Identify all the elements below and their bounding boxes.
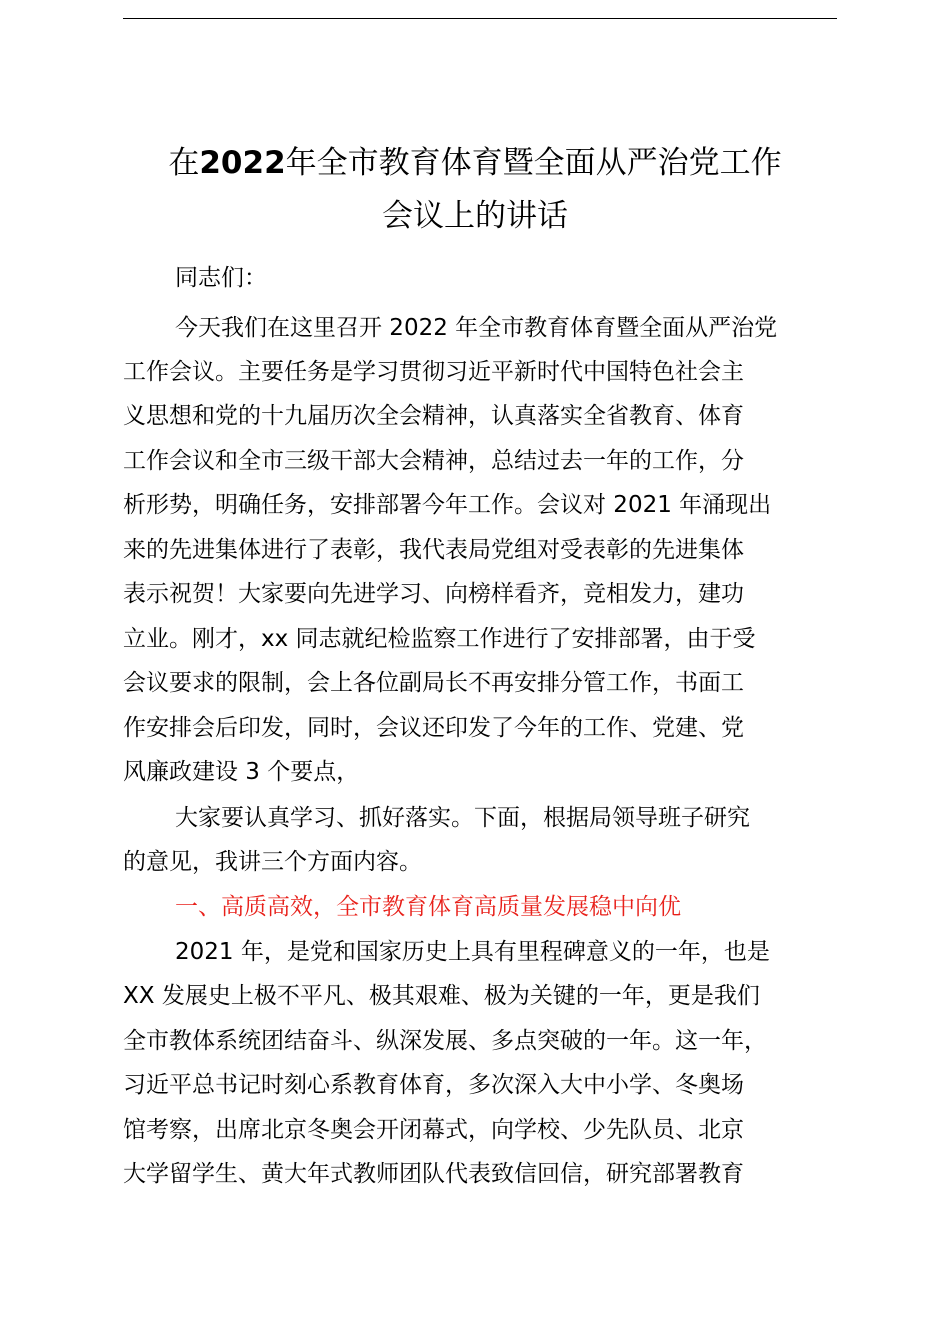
body-line: XX 发展史上极不平凡、极其艰难、极为关键的一年，更是我们 bbox=[123, 983, 760, 1009]
document-title-line-1 bbox=[100, 143, 850, 183]
body-line: 会议要求的限制，会上各位副局长不再安排分管工作，书面工 bbox=[123, 670, 744, 696]
body-line: 工作会议。主要任务是学习贯彻习近平新时代中国特色社会主 bbox=[123, 359, 744, 385]
salutation: 同志们： bbox=[175, 265, 267, 291]
body-line: 全市教体系统团结奋斗、纵深发展、多点突破的一年。这一年， bbox=[123, 1028, 767, 1054]
title-year: 2022 bbox=[199, 145, 286, 181]
body-line: 来的先进集体进行了表彰，我代表局党组对受表彰的先进集体 bbox=[123, 537, 744, 563]
title-prefix: 在 bbox=[168, 145, 200, 181]
body-line: 大家要认真学习、抓好落实。下面，根据局领导班子研究 bbox=[175, 805, 750, 831]
body-line: 作安排会后印发，同时，会议还印发了今年的工作、党建、党 bbox=[123, 715, 744, 741]
body-line: 今天我们在这里召开 2022 年全市教育体育暨全面从严治党 bbox=[175, 315, 778, 341]
body-line: 表示祝贺！大家要向先进学习、向榜样看齐，竞相发力，建功 bbox=[123, 581, 744, 607]
body-line: 馆考察，出席北京冬奥会开闭幕式，向学校、少先队员、北京 bbox=[123, 1117, 744, 1143]
body-line: 义思想和党的十九届历次全会精神，认真落实全省教育、体育 bbox=[123, 403, 744, 429]
body-line: 风廉政建设 3 个要点， bbox=[123, 759, 360, 785]
body-line: 立业。刚才，xx 同志就纪检监察工作进行了安排部署，由于受 bbox=[123, 626, 756, 652]
body-line: 析形势，明确任务，安排部署今年工作。会议对 2021 年涌现出 bbox=[123, 492, 772, 518]
body-line: 习近平总书记时刻心系教育体育，多次深入大中小学、冬奥场 bbox=[123, 1072, 744, 1098]
header-rule bbox=[123, 18, 837, 19]
body-line: 工作会议和全市三级干部大会精神，总结过去一年的工作，分 bbox=[123, 448, 744, 474]
section-heading: 一、高质高效，全市教育体育高质量发展稳中向优 bbox=[175, 894, 681, 920]
document-title-line-2: 会议上的讲话 bbox=[382, 198, 568, 234]
body-line: 2021 年，是党和国家历史上具有里程碑意义的一年，也是 bbox=[175, 939, 770, 965]
title-suffix: 年全市教育体育暨全面从严治党工作 bbox=[285, 145, 782, 181]
body-line: 大学留学生、黄大年式教师团队代表致信回信，研究部署教育 bbox=[123, 1161, 744, 1187]
body-line: 的意见，我讲三个方面内容。 bbox=[123, 849, 422, 875]
